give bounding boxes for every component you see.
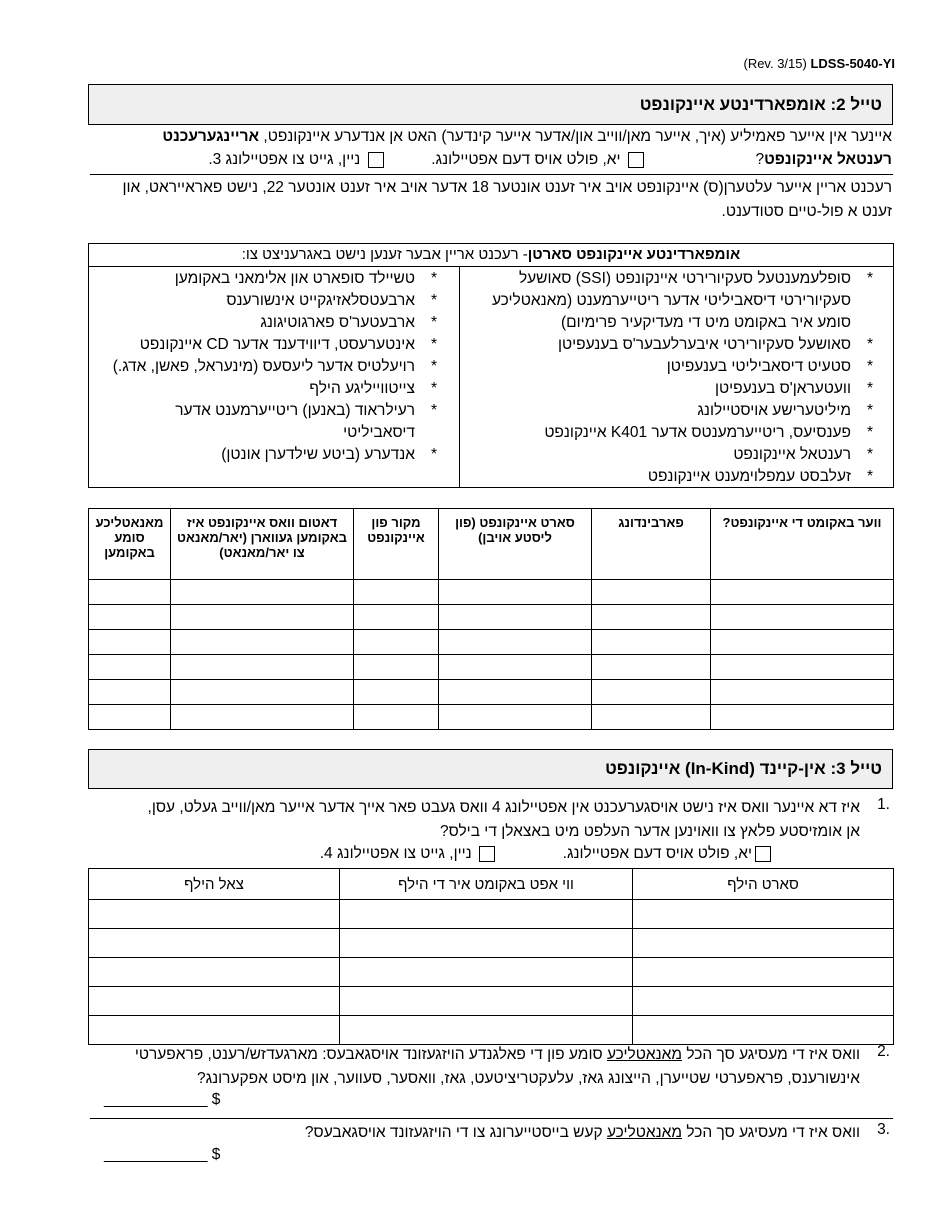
income-type-item: * ארבעטסלאזיגקייט אינשורענס <box>107 290 447 312</box>
part2-yes-label: יא, פולט אויס דעם אפטיילונג. <box>431 151 621 168</box>
table-cell[interactable] <box>340 900 633 929</box>
q3-text-a: וואס איז די מעסיגע סך הכל <box>686 1124 860 1141</box>
part2-header <box>88 84 893 125</box>
table-cell[interactable] <box>354 680 439 705</box>
income-types-box <box>88 243 894 488</box>
income-type-item: * מיליטערישע אויסטיילונג <box>463 400 883 422</box>
income-types-divider <box>459 266 460 488</box>
table-cell[interactable] <box>89 680 171 705</box>
table-cell[interactable] <box>439 680 592 705</box>
table-cell[interactable] <box>340 987 633 1016</box>
income-type-item: * וועטעראן'ס בענעפיטן <box>463 378 883 400</box>
q2-text-a: וואס איז די מעסיגע סך הכל <box>686 1046 860 1063</box>
table-cell[interactable] <box>89 705 171 730</box>
col-monthly-amount: מאנאטליכע סומע באקומען <box>89 509 171 580</box>
income-types-list-left <box>107 268 447 466</box>
q3-text-monthly: מאנאטליכע <box>606 1124 682 1141</box>
income-type-item: * סטעיט דיסאביליטי בענעפיטן <box>463 356 883 378</box>
income-type-item: * טשיילד סופארט און אלימאני באקומען <box>107 268 447 290</box>
table-row <box>89 987 894 1016</box>
income-type-item: * פענסיעס, ריטייערמענטס אדער K401 איינקונפט <box>463 422 883 444</box>
income-types-list-right <box>463 268 883 488</box>
table-row <box>89 958 894 987</box>
part2-question <box>92 125 892 149</box>
table-cell[interactable] <box>171 655 354 680</box>
part2-q-bold2: רענטאל איינקונפט <box>764 151 892 168</box>
table-row <box>89 580 894 605</box>
q3-dollar-sign: $ <box>211 1146 221 1163</box>
income-type-item: * סאושעל סעקיורירטי איבערלעבער'ס בענעפיטן <box>463 334 883 356</box>
income-type-item: * רענטאל איינקונפט <box>463 444 883 466</box>
form-id: LDSS-5040-YI <box>810 56 895 71</box>
col-income-type: סארט איינקונפט (פון ליסטע אויבן) <box>439 509 592 580</box>
col-relationship: פארבינדונג <box>592 509 711 580</box>
part3-header <box>88 749 893 789</box>
q2-text-monthly: מאנאטליכע <box>606 1046 682 1063</box>
income-type-item: * ארבעטער'ס פארגוטיגונג <box>107 312 447 334</box>
table-cell[interactable] <box>633 958 894 987</box>
q2-amount-blank[interactable]: ____________ <box>104 1091 208 1108</box>
q2-line2: אינשורענס, פראפערטי שטייערן, הייצונג גאז, עלעקטריציטעט, גאז, וואסער, סעווער, און מיסט אפקערונג? <box>196 1070 860 1087</box>
table-cell[interactable] <box>340 1016 633 1045</box>
q2-number: 2. <box>877 1043 890 1060</box>
q3-amount-blank[interactable]: ____________ <box>104 1146 208 1163</box>
income-types-title <box>89 244 893 267</box>
inkind-table <box>88 868 894 1045</box>
q1-no-label: ניין, גייט צו אפטיילונג 4. <box>319 845 472 862</box>
part2-note: רעכנט אריין אייער עלטערן(ס) איינקונפט אויב איר זענט אונטער 18 אדער אויב איר זענט אונטער 22, נישט פאראייראט, און זענט א פול-טיים סטודענט. <box>122 179 892 220</box>
income-types-title-rest: - רעכנט אריין אבער זענען נישט באגרעניצט צו: <box>241 246 528 263</box>
table-cell[interactable] <box>633 900 894 929</box>
col-help-amount: צאל הילף <box>89 869 340 900</box>
col-help-frequency: ווי אפט באקומט איר די הילף <box>340 869 633 900</box>
q3-text-b: קעש בייסטייערונג צו די הויזגעזונד אויסגאבעס? <box>304 1124 603 1141</box>
q1-yes-label: יא, פולט אויס דעם אפטיילונג. <box>562 845 752 862</box>
q1-no-checkbox[interactable] <box>479 846 495 862</box>
col-income-source: מקור פון איינקונפט <box>354 509 439 580</box>
table-row <box>89 680 894 705</box>
q2-amount-field[interactable] <box>104 1088 220 1112</box>
col-date-received: דאטום וואס איינקונפט איז באקומען געווארן (יאר/מאנאט צו יאר/מאנאט) <box>171 509 354 580</box>
table-cell[interactable] <box>711 605 894 630</box>
table-cell[interactable] <box>711 630 894 655</box>
q3-amount-field[interactable] <box>104 1143 220 1167</box>
table-cell[interactable] <box>89 929 340 958</box>
income-type-item: * אינטערעסט, דיווידענד אדער CD איינקונפט <box>107 334 447 356</box>
table-cell[interactable] <box>711 705 894 730</box>
q1-yes-checkbox[interactable] <box>755 846 771 862</box>
income-type-item: * רויעלטיס אדער ליעסעס (מינעראל, פאשן, אדג.) <box>107 356 447 378</box>
table-cell[interactable] <box>354 630 439 655</box>
q3-text <box>90 1121 860 1145</box>
table-cell[interactable] <box>89 900 340 929</box>
table-cell[interactable] <box>89 655 171 680</box>
table-cell[interactable] <box>89 1016 340 1045</box>
table-row <box>89 900 894 929</box>
table-cell[interactable] <box>171 630 354 655</box>
table-cell[interactable] <box>439 705 592 730</box>
table-cell[interactable] <box>633 929 894 958</box>
part2-title: טייל 2: אומפארדינטע איינקונפט <box>639 94 882 114</box>
table-cell[interactable] <box>171 705 354 730</box>
table-cell[interactable] <box>89 987 340 1016</box>
table-row <box>89 630 894 655</box>
table-cell[interactable] <box>592 605 711 630</box>
q2-text-b: סומע פון די פאלגנדע הויזגעזונד אויסגאבעס: מארגעדזש/רענט, פראפערטי <box>134 1046 603 1063</box>
table-cell[interactable] <box>439 605 592 630</box>
col-help-type: סארט הילף <box>633 869 894 900</box>
income-types-title-bold: אומפארדינטע איינקונפט סארטן <box>527 246 741 263</box>
part2-yes-checkbox[interactable] <box>628 152 644 168</box>
q1-text <box>90 796 860 844</box>
table-cell[interactable] <box>592 680 711 705</box>
income-type-item: * רעילראוד (באנען) ריטייערמענט אדער דיסאביליטי <box>107 400 447 444</box>
divider <box>90 1118 893 1119</box>
income-type-item: * צייטווייליגע הילף <box>107 378 447 400</box>
table-cell[interactable] <box>439 580 592 605</box>
table-cell[interactable] <box>171 680 354 705</box>
table-row <box>89 705 894 730</box>
table-cell[interactable] <box>592 655 711 680</box>
q3-number: 3. <box>877 1121 890 1138</box>
table-cell[interactable] <box>171 580 354 605</box>
table-cell[interactable] <box>354 580 439 605</box>
q2-line1 <box>90 1043 860 1067</box>
divider <box>90 174 893 175</box>
part2-no-label: ניין, גייט צו אפטיילונג 3. <box>208 151 361 168</box>
part2-q-mark: ? <box>755 151 765 168</box>
table-row <box>89 929 894 958</box>
part2-question-line2 <box>92 148 892 172</box>
income-type-item: * אנדערע (ביטע שילדערן אונטן) <box>107 444 447 466</box>
table-cell[interactable] <box>439 630 592 655</box>
table-cell[interactable] <box>592 630 711 655</box>
table-cell[interactable] <box>89 605 171 630</box>
table-cell[interactable] <box>89 580 171 605</box>
part2-q-line1: איינער אין אייער פאמיליע (איך, אייער מאן/ווייב און/אדער אייער קינדער) האט אן אנדערע איינקונפט, <box>263 128 892 145</box>
table-cell[interactable] <box>711 680 894 705</box>
table-cell[interactable] <box>633 1016 894 1045</box>
table-cell[interactable] <box>711 580 894 605</box>
table-row <box>89 655 894 680</box>
part3-title: טייל 3: אין-קיינד (In-Kind) איינקונפט <box>605 759 882 778</box>
table-cell[interactable] <box>340 958 633 987</box>
table-cell[interactable] <box>171 605 354 630</box>
q1-line1: איז דא איינער וואס איז נישט אויסגערעכנט אין אפטיילונג 4 וואס געבט פאר אייך אדער אייער מאן/ווייב געלט, עסן, <box>147 799 860 816</box>
col-who-receives: ווער באקומט די איינקונפט? <box>711 509 894 580</box>
q1-line2: אן אומזיסטע פלאץ צו וואוינען אדער העלפט מיט באצאלן די בילס? <box>440 823 860 840</box>
form-revision <box>743 56 895 71</box>
table-cell[interactable] <box>592 705 711 730</box>
table-cell[interactable] <box>354 705 439 730</box>
income-type-item: * זעלבסט עמפלוימענט איינקונפט <box>463 466 883 488</box>
table-row <box>89 605 894 630</box>
q1-number: 1. <box>877 796 890 813</box>
q2-text <box>90 1043 860 1091</box>
table-cell[interactable] <box>89 958 340 987</box>
income-table <box>88 508 894 730</box>
table-cell[interactable] <box>439 655 592 680</box>
part2-q-bold1: אריינגערעכנט <box>162 128 260 145</box>
table-cell[interactable] <box>354 655 439 680</box>
table-cell[interactable] <box>354 605 439 630</box>
income-type-item: * סופלעמענטעל סעקיורירטי איינקונפט (SSI) סאושעל סעקיורירטי דיסאביליטי אדער ריטייערמענט (מאנאטליכע סומע איר באקומט מיט די מעדיקעיר פרימיום) <box>463 268 883 334</box>
part2-no-checkbox[interactable] <box>368 152 384 168</box>
q1-answers <box>320 842 774 866</box>
table-row <box>89 1016 894 1045</box>
table-cell[interactable] <box>340 929 633 958</box>
table-cell[interactable] <box>592 580 711 605</box>
table-cell[interactable] <box>633 987 894 1016</box>
table-cell[interactable] <box>89 630 171 655</box>
table-cell[interactable] <box>711 655 894 680</box>
q2-dollar-sign: $ <box>211 1091 221 1108</box>
rev-date: (Rev. 3/15) <box>743 56 807 71</box>
